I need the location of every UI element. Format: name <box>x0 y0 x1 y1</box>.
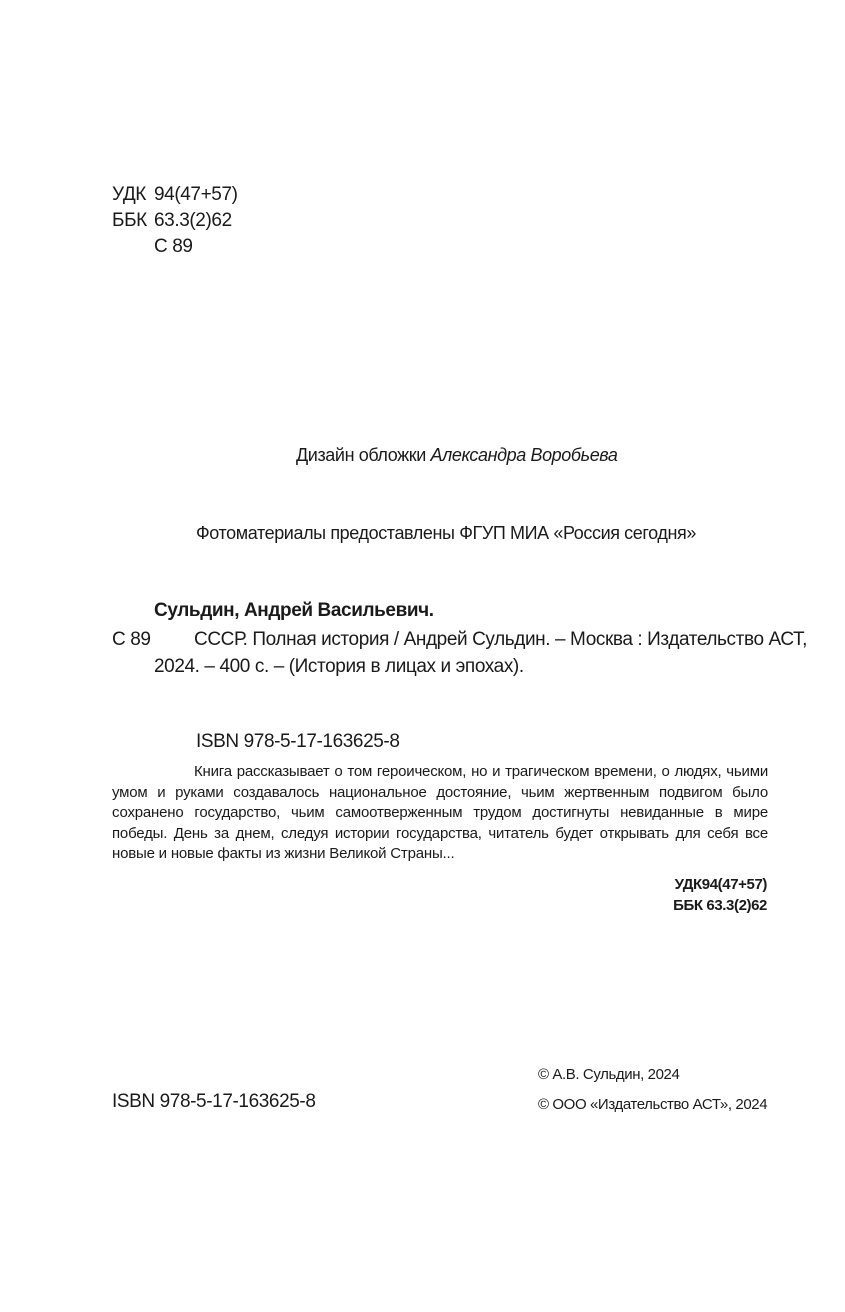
bbk-value: 63.3(2)62 <box>154 210 232 231</box>
bottom-classification-codes <box>673 874 767 916</box>
udk-line <box>112 182 238 208</box>
entry-isbn: ISBN 978-5-17-163625-8 <box>196 731 400 752</box>
cover-design-credit <box>296 445 618 466</box>
copyright-publisher: © ООО «Издательство АСТ», 2024 <box>538 1096 768 1113</box>
bottom-bbk: ББК 63.3(2)62 <box>673 897 767 914</box>
bottom-udk: УДК94(47+57) <box>674 876 767 893</box>
bbk-label: ББК <box>112 210 147 231</box>
author-mark-line <box>112 234 238 260</box>
footer-isbn: ISBN 978-5-17-163625-8 <box>112 1091 316 1112</box>
bbk-line <box>112 208 238 234</box>
entry-author-mark: С 89 <box>112 629 151 650</box>
annotation: Книга рассказывает о том героическом, но и трагическом времени, о людях, чьими умом и руками создавалось национальное достояние, чьим жертвенным подвигом было сохранено государство, чьим самоотверженным трудом достигнуты невиданные в мире победы. День за днем, следуя истории государства, читатель будет открывать для себя все новые и новые факты из жизни Великой Страны... <box>112 763 768 862</box>
cover-designer-name: Александра Воробьева <box>430 445 618 465</box>
classification-codes <box>112 182 238 260</box>
author-heading: Сульдин, Андрей Васильевич. <box>154 600 434 621</box>
cover-design-prefix: Дизайн обложки <box>296 445 426 465</box>
entry-title-line: СССР. Полная история / Андрей Сульдин. – Москва : Издательство АСТ, <box>194 629 808 650</box>
udk-value: 94(47+57) <box>154 184 238 205</box>
photo-credit: Фотоматериалы предоставлены ФГУП МИА «Россия сегодня» <box>196 523 696 543</box>
copyright-author: © А.В. Сульдин, 2024 <box>538 1066 680 1083</box>
udk-label: УДК <box>112 184 146 205</box>
entry-imprint-line: 2024. – 400 с. – (История в лицах и эпохах). <box>154 656 524 677</box>
author-mark: С 89 <box>154 236 193 257</box>
